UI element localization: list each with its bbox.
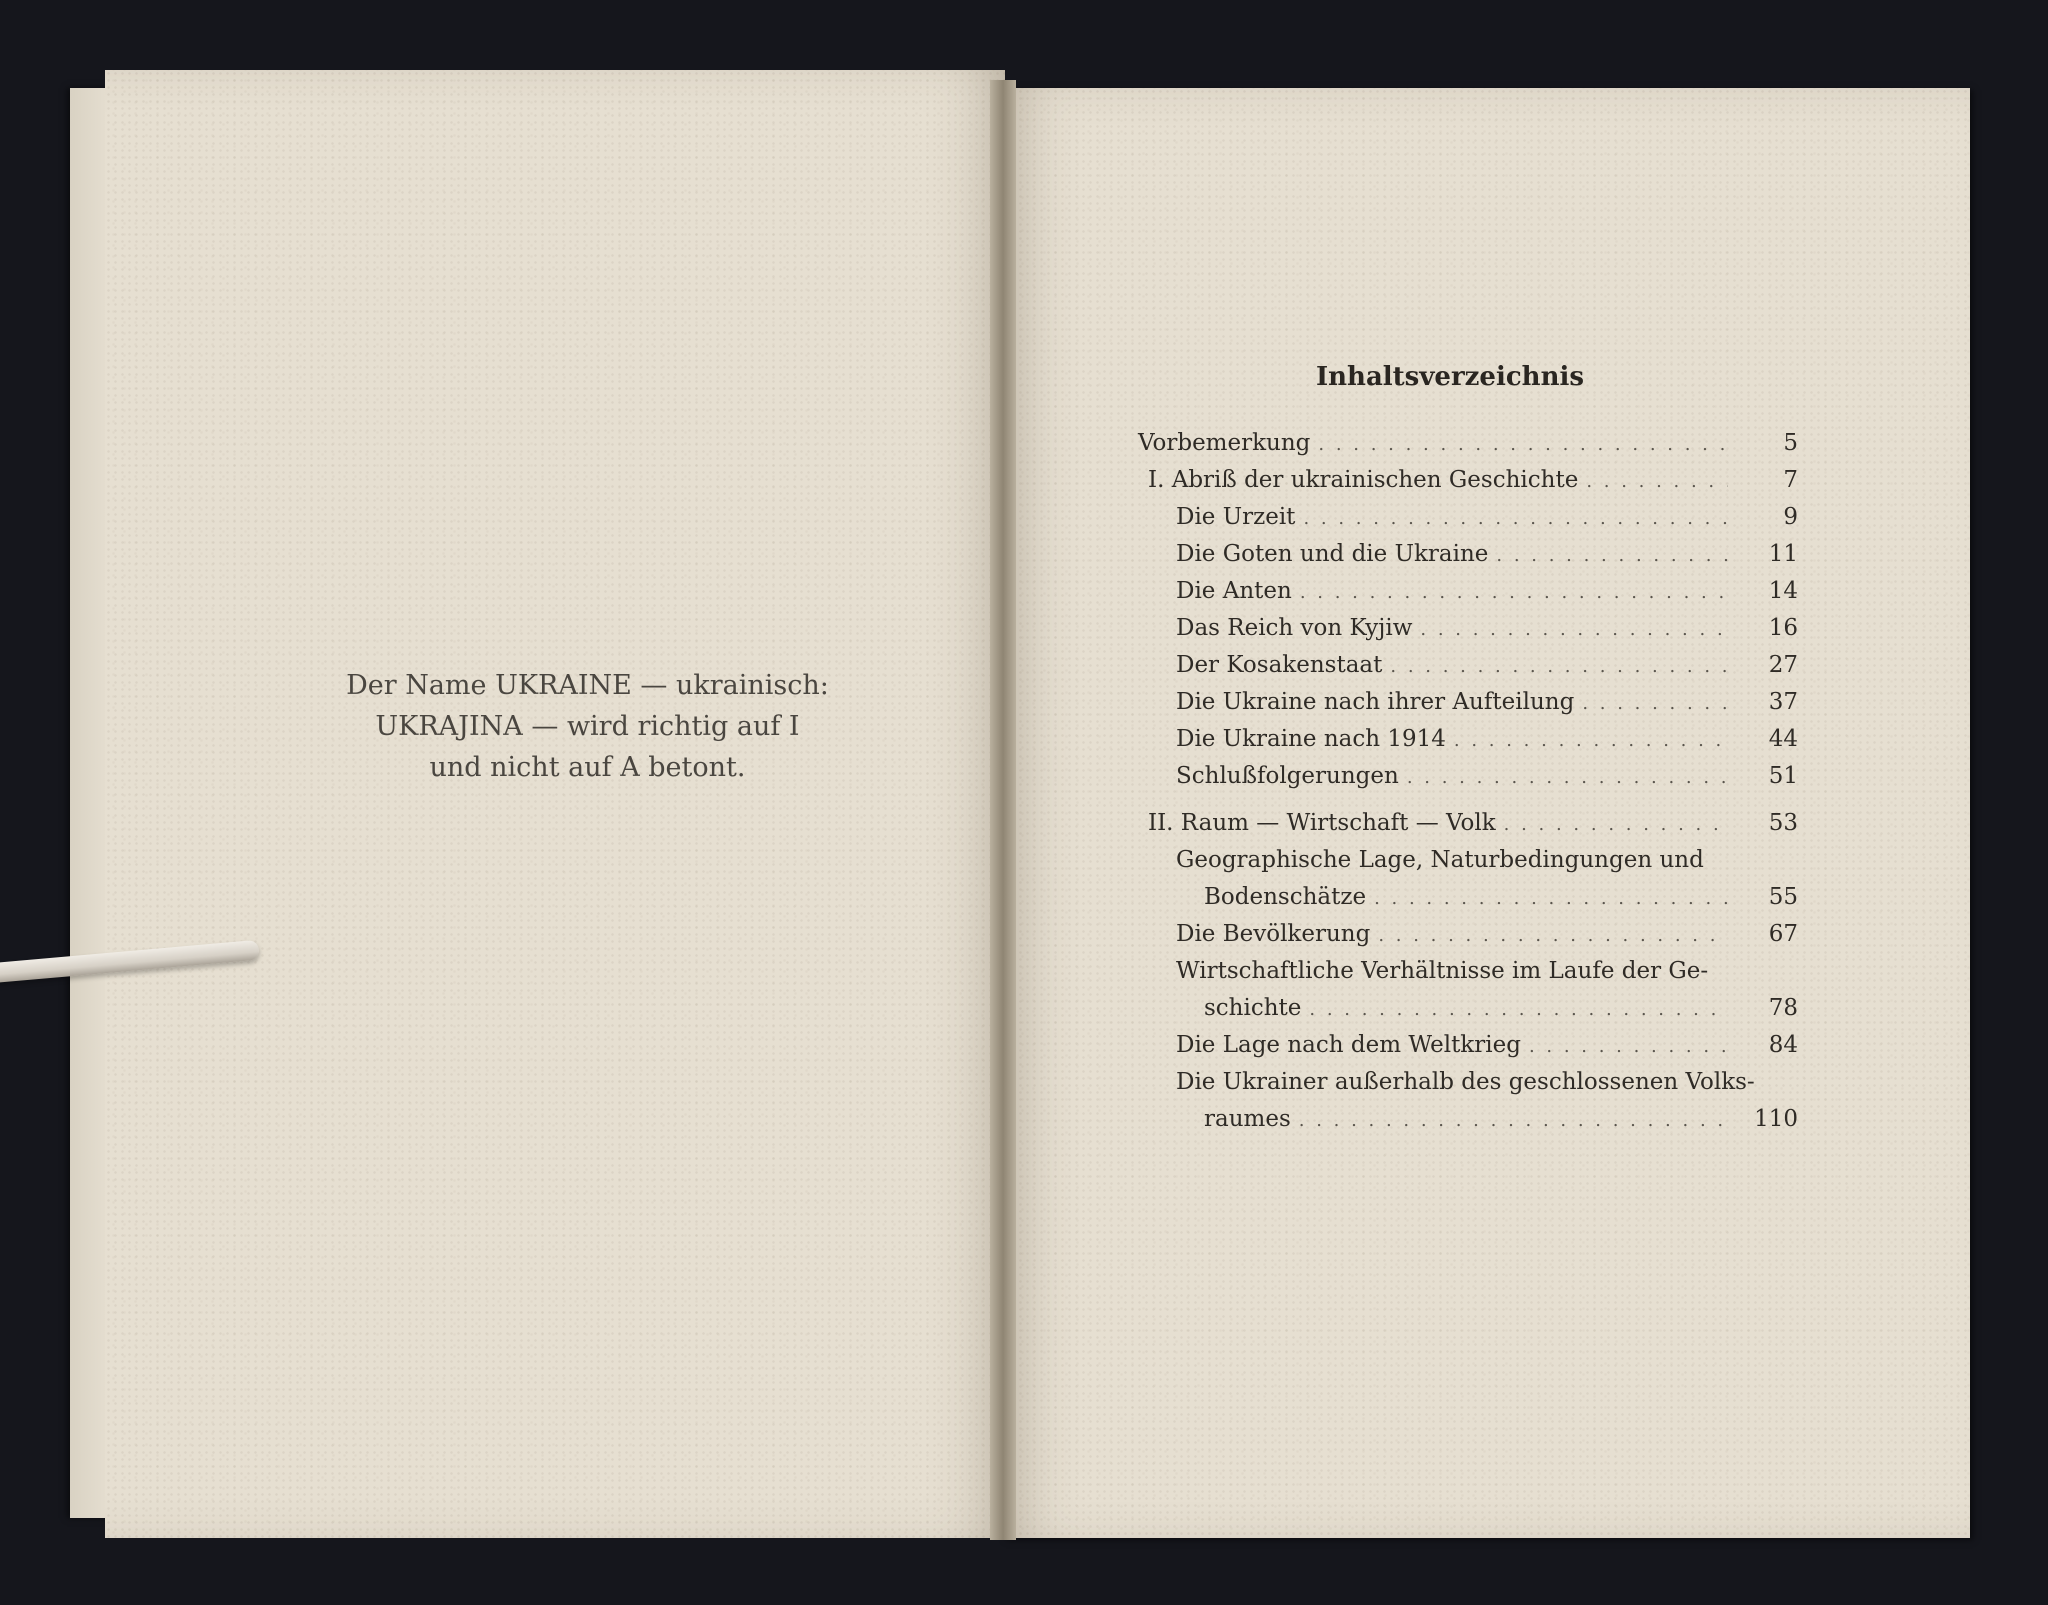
toc-page-number: 7	[1783, 467, 1798, 493]
toc-entry-text: Die Ukraine nach ihrer Aufteilung	[1176, 689, 1575, 715]
toc-page-number: 9	[1783, 504, 1798, 530]
toc-page-number: 55	[1768, 884, 1798, 910]
toc-entry-text: Der Kosakenstaat	[1176, 652, 1383, 678]
toc-entry-text: Die Ukraine nach 1914	[1176, 726, 1446, 752]
toc-entry-text: Schlußfolgerungen	[1176, 763, 1399, 789]
toc-entry-text: Vorbemerkung	[1138, 430, 1311, 456]
leader-dots	[1309, 991, 1728, 1028]
toc-page-number: 14	[1768, 578, 1798, 604]
table-of-contents	[1138, 425, 1798, 1138]
toc-entry	[1138, 647, 1798, 684]
toc-entry-text: Die Anten	[1176, 578, 1292, 604]
toc-page-number: 78	[1768, 995, 1798, 1021]
toc-page-number: 53	[1768, 810, 1798, 836]
toc-page-number: 16	[1768, 615, 1798, 641]
toc-entry-continuation: Bodenschätze	[1204, 884, 1367, 910]
toc-entry-text: I. Abriß der ukrainischen Geschichte	[1148, 467, 1579, 493]
note-line: UKRAJINA — wird richtig auf I	[375, 711, 800, 742]
toc-entry-text: Die Goten und die Ukraine	[1176, 541, 1489, 567]
leader-dots	[1496, 537, 1728, 574]
toc-title: Inhaltsverzeichnis	[1315, 362, 1585, 392]
toc-page-number: 110	[1754, 1106, 1798, 1132]
leader-dots	[1454, 722, 1728, 759]
leader-dots	[1582, 685, 1728, 722]
toc-entry	[1138, 536, 1798, 573]
leader-dots	[1300, 574, 1728, 611]
leader-dots	[1529, 1028, 1728, 1065]
toc-page-number: 11	[1768, 541, 1798, 567]
toc-entry	[1138, 425, 1798, 462]
leader-dots	[1586, 463, 1728, 500]
leader-dots	[1504, 806, 1728, 843]
leader-dots	[1318, 426, 1728, 463]
toc-page-number: 44	[1768, 726, 1798, 752]
toc-entry-continuation: schichte	[1204, 995, 1302, 1021]
toc-entry	[1138, 758, 1798, 795]
toc-entry-text: Die Bevölkerung	[1176, 921, 1371, 947]
toc-entry	[1138, 805, 1798, 842]
leader-dots	[1374, 880, 1728, 917]
toc-page-number: 5	[1783, 430, 1798, 456]
toc-entry-text: Geographische Lage, Naturbedingungen und	[1176, 847, 1704, 873]
toc-entry-first-line	[1138, 842, 1798, 879]
toc-entry-text: Die Ukrainer außerhalb des geschlossenen Volks-	[1176, 1069, 1755, 1095]
leader-dots	[1303, 500, 1728, 537]
note-line: Der Name UKRAINE — ukrainisch:	[346, 670, 829, 701]
note-line: und nicht auf A betont.	[429, 752, 746, 783]
toc-entry	[1138, 879, 1798, 916]
toc-entry	[1138, 721, 1798, 758]
leader-dots	[1390, 648, 1728, 685]
toc-entry	[1138, 462, 1798, 499]
toc-entry	[1138, 1101, 1798, 1138]
toc-entry-text: Die Urzeit	[1176, 504, 1296, 530]
toc-page-number: 67	[1768, 921, 1798, 947]
toc-entry-text: II. Raum — Wirtschaft — Volk	[1148, 810, 1496, 836]
toc-entry-text: Die Lage nach dem Weltkrieg	[1176, 1032, 1521, 1058]
toc-entry-text: Das Reich von Kyjiw	[1176, 615, 1413, 641]
left-page	[105, 70, 1005, 1538]
toc-entry	[1138, 916, 1798, 953]
toc-entry-continuation: raumes	[1204, 1106, 1291, 1132]
pronunciation-note	[345, 665, 830, 788]
book-gutter	[990, 80, 1016, 1540]
toc-entry-first-line	[1138, 953, 1798, 990]
toc-page-number: 84	[1768, 1032, 1798, 1058]
toc-entry	[1138, 684, 1798, 721]
toc-entry-text: Wirtschaftliche Verhältnisse im Laufe der Ge-	[1176, 958, 1709, 984]
toc-entry-first-line	[1138, 1064, 1798, 1101]
leader-dots	[1299, 1102, 1728, 1139]
toc-entry	[1138, 499, 1798, 536]
leader-dots	[1378, 917, 1728, 954]
toc-page-number: 37	[1768, 689, 1798, 715]
toc-entry	[1138, 990, 1798, 1027]
leader-dots	[1420, 611, 1728, 648]
toc-page-number: 27	[1768, 652, 1798, 678]
toc-page-number: 51	[1768, 763, 1798, 789]
toc-entry	[1138, 573, 1798, 610]
toc-entry	[1138, 1027, 1798, 1064]
toc-entry	[1138, 610, 1798, 647]
leader-dots	[1407, 759, 1728, 796]
